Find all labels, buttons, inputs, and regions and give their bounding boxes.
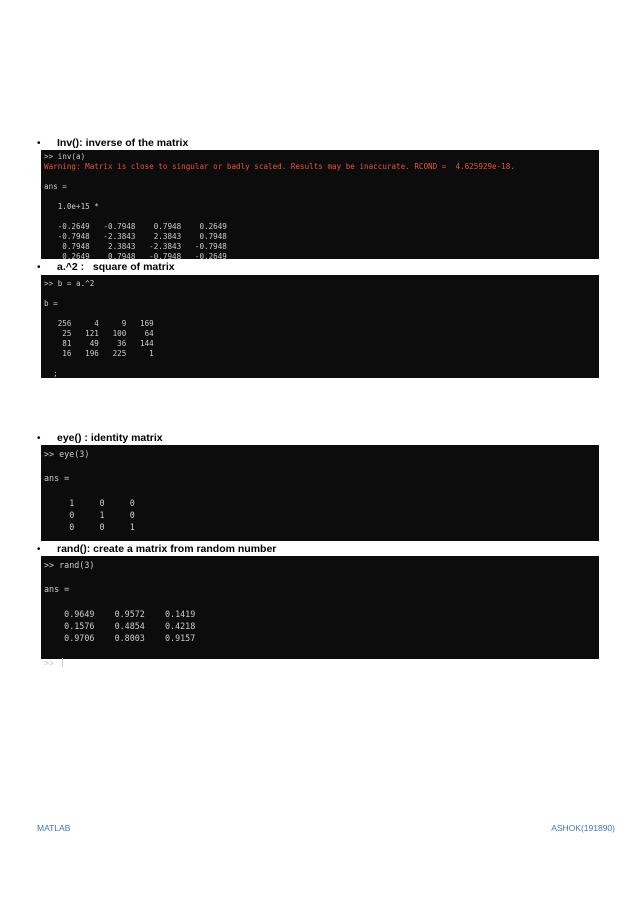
matrix-row: 0 1 0 [44, 510, 135, 521]
terminal-line: >> eye(3) [44, 449, 90, 459]
section-heading-rand [37, 542, 276, 556]
bullet-icon: • [37, 137, 41, 149]
matrix-row: 256 4 9 169 [44, 319, 154, 328]
command-prompt[interactable]: >> [44, 657, 60, 668]
bullet-icon: • [37, 543, 41, 555]
terminal-line: >> rand(3) [44, 560, 95, 570]
bullet-icon: • [37, 432, 41, 444]
bullet-icon: • [37, 261, 41, 273]
terminal-output-rand [41, 556, 599, 668]
terminal-line: >> b = a.^2 [44, 279, 95, 288]
matrix-row: 0.2649 0.7948 -0.7948 -0.2649 [44, 252, 227, 261]
matrix-row: 25 121 100 64 [44, 329, 154, 338]
warning-line: Warning: Matrix is close to singular or badly scaled. Results may be inaccurate. RCOND = 4.625929e-18. [44, 162, 515, 171]
matrix-row: -0.7948 -2.3843 2.3843 0.7948 [44, 232, 227, 241]
matrix-row: 0.7948 2.3843 -2.3843 -0.7948 [44, 242, 227, 251]
heading-text: Inv(): inverse of the matrix [57, 137, 189, 149]
terminal-output-eye [41, 445, 599, 541]
matrix-row: 1 0 0 [44, 497, 135, 508]
terminal-line: ans = [44, 182, 67, 191]
matrix-row: 0.9649 0.9572 0.1419 [44, 608, 196, 619]
heading-text: a.^2 : square of matrix [57, 261, 175, 273]
heading-text: rand(): create a matrix from random number [57, 543, 277, 555]
section-heading-inv [37, 136, 188, 150]
terminal-line: b = [44, 299, 58, 308]
matrix-row: 0 0 1 [44, 522, 135, 533]
footer-right-label: ASHOK(191890) [551, 823, 615, 833]
terminal-line: >> inv(a) [44, 152, 86, 161]
matrix-row: 81 49 36 144 [44, 339, 154, 348]
section-heading-eye [37, 431, 163, 445]
matrix-row: 0.1576 0.4854 0.4218 [44, 621, 196, 632]
text-cursor [62, 658, 63, 667]
terminal-line: ; [44, 369, 58, 378]
terminal-line: ans = [44, 584, 70, 595]
terminal-line: 1.0e+15 * [44, 202, 99, 211]
terminal-output-square [41, 275, 599, 378]
matrix-row: 16 196 225 1 [44, 349, 154, 358]
section-heading-square [37, 260, 175, 274]
terminal-output-inv [41, 150, 599, 259]
matrix-row: 0.9706 0.8003 0.9157 [44, 633, 196, 644]
footer-left-label: MATLAB [37, 823, 71, 833]
heading-text: eye() : identity matrix [57, 432, 163, 444]
matrix-row: -0.2649 -0.7948 0.7948 0.2649 [44, 222, 227, 231]
terminal-line: ans = [44, 473, 70, 484]
